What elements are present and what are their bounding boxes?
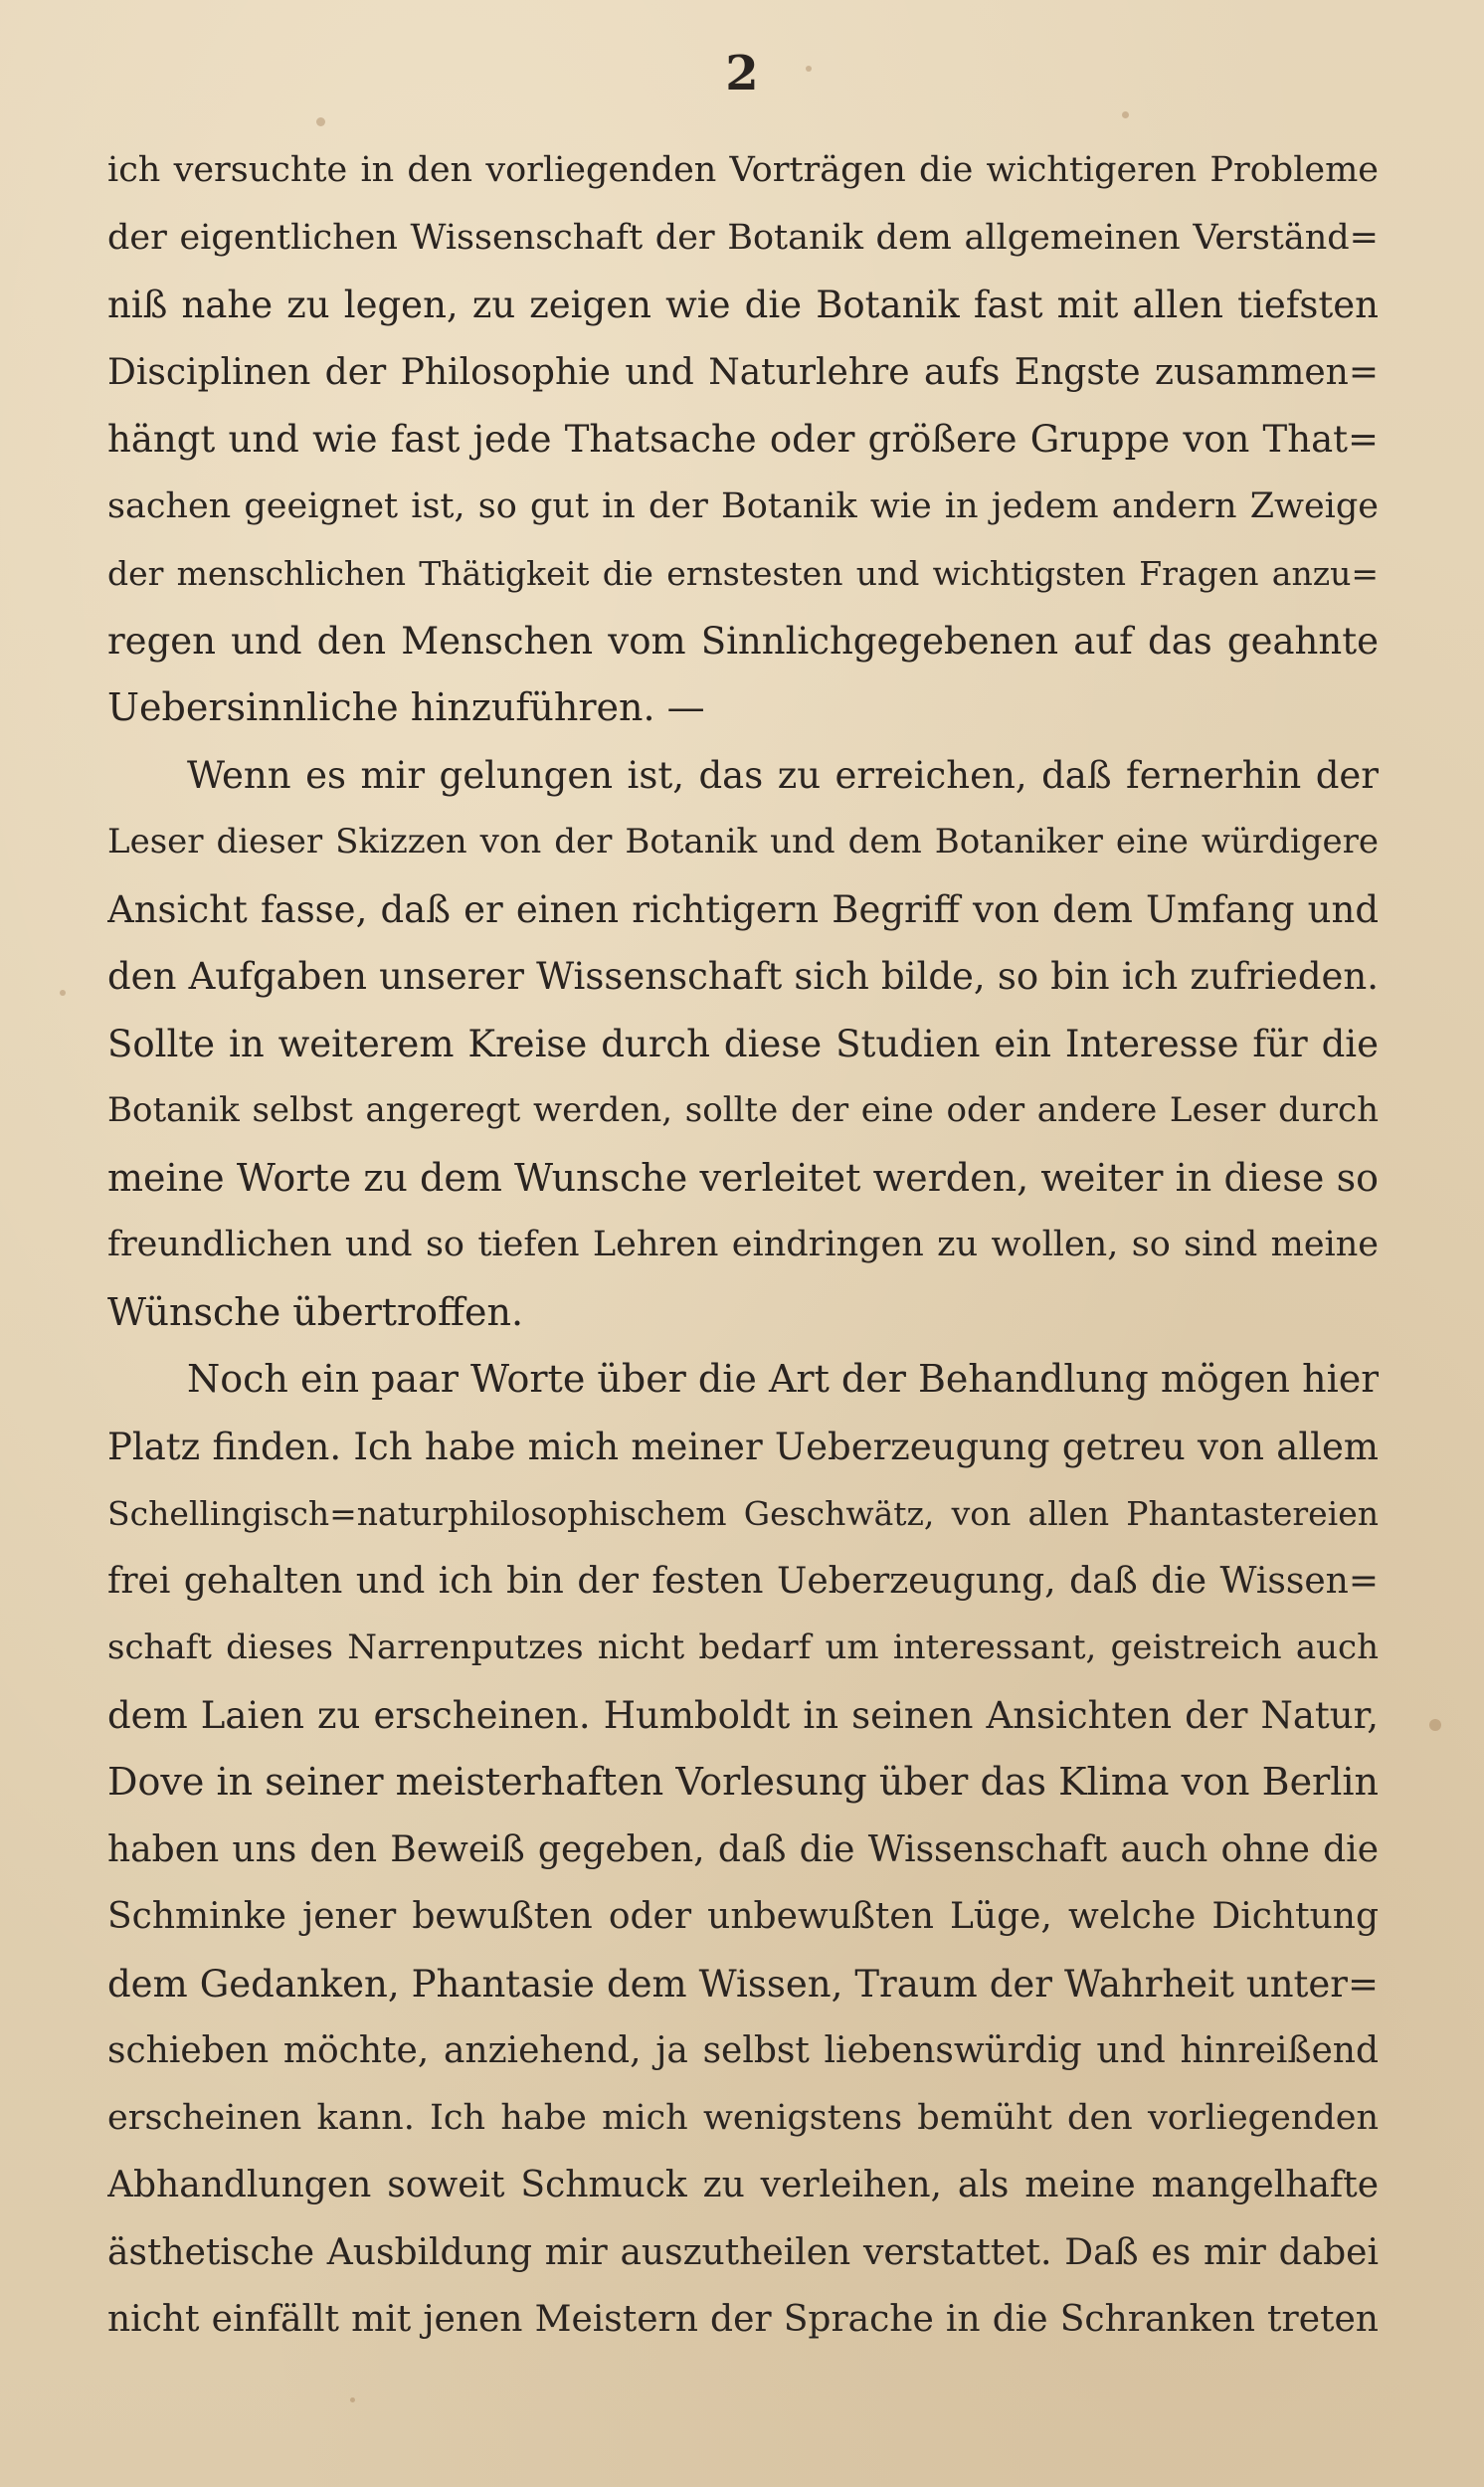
text-line: der eigentlichen Wissenschaft der Botanik dem allgemeinen Verständ= bbox=[107, 217, 1379, 258]
page-number: 2 bbox=[725, 46, 759, 101]
paper-speck bbox=[60, 990, 66, 996]
text-line: Noch ein paar Worte über die Art der Behandlung mögen hier bbox=[187, 1357, 1379, 1401]
paper-speck bbox=[350, 2397, 355, 2402]
text-line: schieben möchte, anziehend, ja selbst liebenswürdig und hinreißend bbox=[107, 2030, 1379, 2071]
paper-speck bbox=[1122, 111, 1129, 118]
text-line: sachen geeignet ist, so gut in der Botanik wie in jedem andern Zweige bbox=[107, 485, 1379, 526]
text-line: Leser dieser Skizzen von der Botanik und dem Botaniker eine würdigere bbox=[107, 822, 1379, 861]
body-text bbox=[107, 137, 1379, 2354]
text-line: Platz finden. Ich habe mich meiner Ueberzeugung getreu von allem bbox=[107, 1425, 1379, 1468]
text-line: niß nahe zu legen, zu zeigen wie die Botanik fast mit allen tiefsten bbox=[107, 284, 1379, 326]
paper-speck bbox=[1429, 1719, 1441, 1731]
text-line: schaft dieses Narrenputzes nicht bedarf um interessant, geistreich auch bbox=[107, 1627, 1379, 1667]
text-line: Abhandlungen soweit Schmuck zu verleihen, als meine mangelhafte bbox=[107, 2165, 1379, 2205]
text-line: ich versuchte in den vorliegenden Vorträgen die wichtigeren Probleme bbox=[107, 150, 1379, 190]
text-line: Dove in seiner meisterhaften Vorlesung über das Klima von Berlin bbox=[107, 1760, 1379, 1804]
paper-speck bbox=[316, 117, 325, 126]
text-line: haben uns den Beweiß gegeben, daß die Wissenschaft auch ohne die bbox=[107, 1828, 1379, 1870]
text-line: Schellingisch=naturphilosophischem Geschwätz, von allen Phantastereien bbox=[107, 1494, 1379, 1533]
text-line: der menschlichen Thätigkeit die ernstesten und wichtigsten Fragen anzu= bbox=[107, 554, 1379, 593]
text-line: freundlichen und so tiefen Lehren eindringen zu wollen, so sind meine bbox=[107, 1225, 1379, 1264]
text-line: regen und den Menschen vom Sinnlichgegebenen auf das geahnte bbox=[107, 619, 1379, 663]
text-line: dem Gedanken, Phantasie dem Wissen, Traum der Wahrheit unter= bbox=[107, 1962, 1379, 2006]
text-line: nicht einfällt mit jenen Meistern der Sprache in die Schranken treten bbox=[107, 2299, 1379, 2340]
text-line: erscheinen kann. Ich habe mich wenigstens bemüht den vorliegenden bbox=[107, 2097, 1379, 2138]
text-line: Disciplinen der Philosophie und Naturlehre aufs Engste zusammen= bbox=[107, 351, 1379, 393]
text-line: frei gehalten und ich bin der festen Ueberzeugung, daß die Wissen= bbox=[107, 1560, 1379, 1602]
text-line: hängt und wie fast jede Thatsache oder größere Gruppe von That= bbox=[107, 418, 1379, 461]
text-line: Schminke jener bewußten oder unbewußten Lüge, welche Dichtung bbox=[107, 1896, 1379, 1937]
text-line: Wenn es mir gelungen ist, das zu erreichen, daß fernerhin der bbox=[187, 753, 1379, 797]
text-line: Botanik selbst angeregt werden, sollte der eine oder andere Leser durch bbox=[107, 1090, 1379, 1130]
text-line: den Aufgaben unserer Wissenschaft sich bilde, so bin ich zufrieden. bbox=[107, 955, 1379, 998]
text-line: Uebersinnliche hinzuführen. — bbox=[107, 685, 705, 729]
text-line: Sollte in weiterem Kreise durch diese Studien ein Interesse für die bbox=[107, 1022, 1379, 1065]
text-line: dem Laien zu erscheinen. Humboldt in seinen Ansichten der Natur, bbox=[107, 1693, 1379, 1737]
text-line: Ansicht fasse, daß er einen richtigern Begriff von dem Umfang und bbox=[107, 887, 1379, 931]
text-line: ästhetische Ausbildung mir auszutheilen verstattet. Daß es mir dabei bbox=[107, 2231, 1379, 2273]
text-line: Wünsche übertroffen. bbox=[107, 1289, 524, 1334]
text-line: meine Worte zu dem Wunsche verleitet werden, weiter in diese so bbox=[107, 1155, 1379, 1200]
